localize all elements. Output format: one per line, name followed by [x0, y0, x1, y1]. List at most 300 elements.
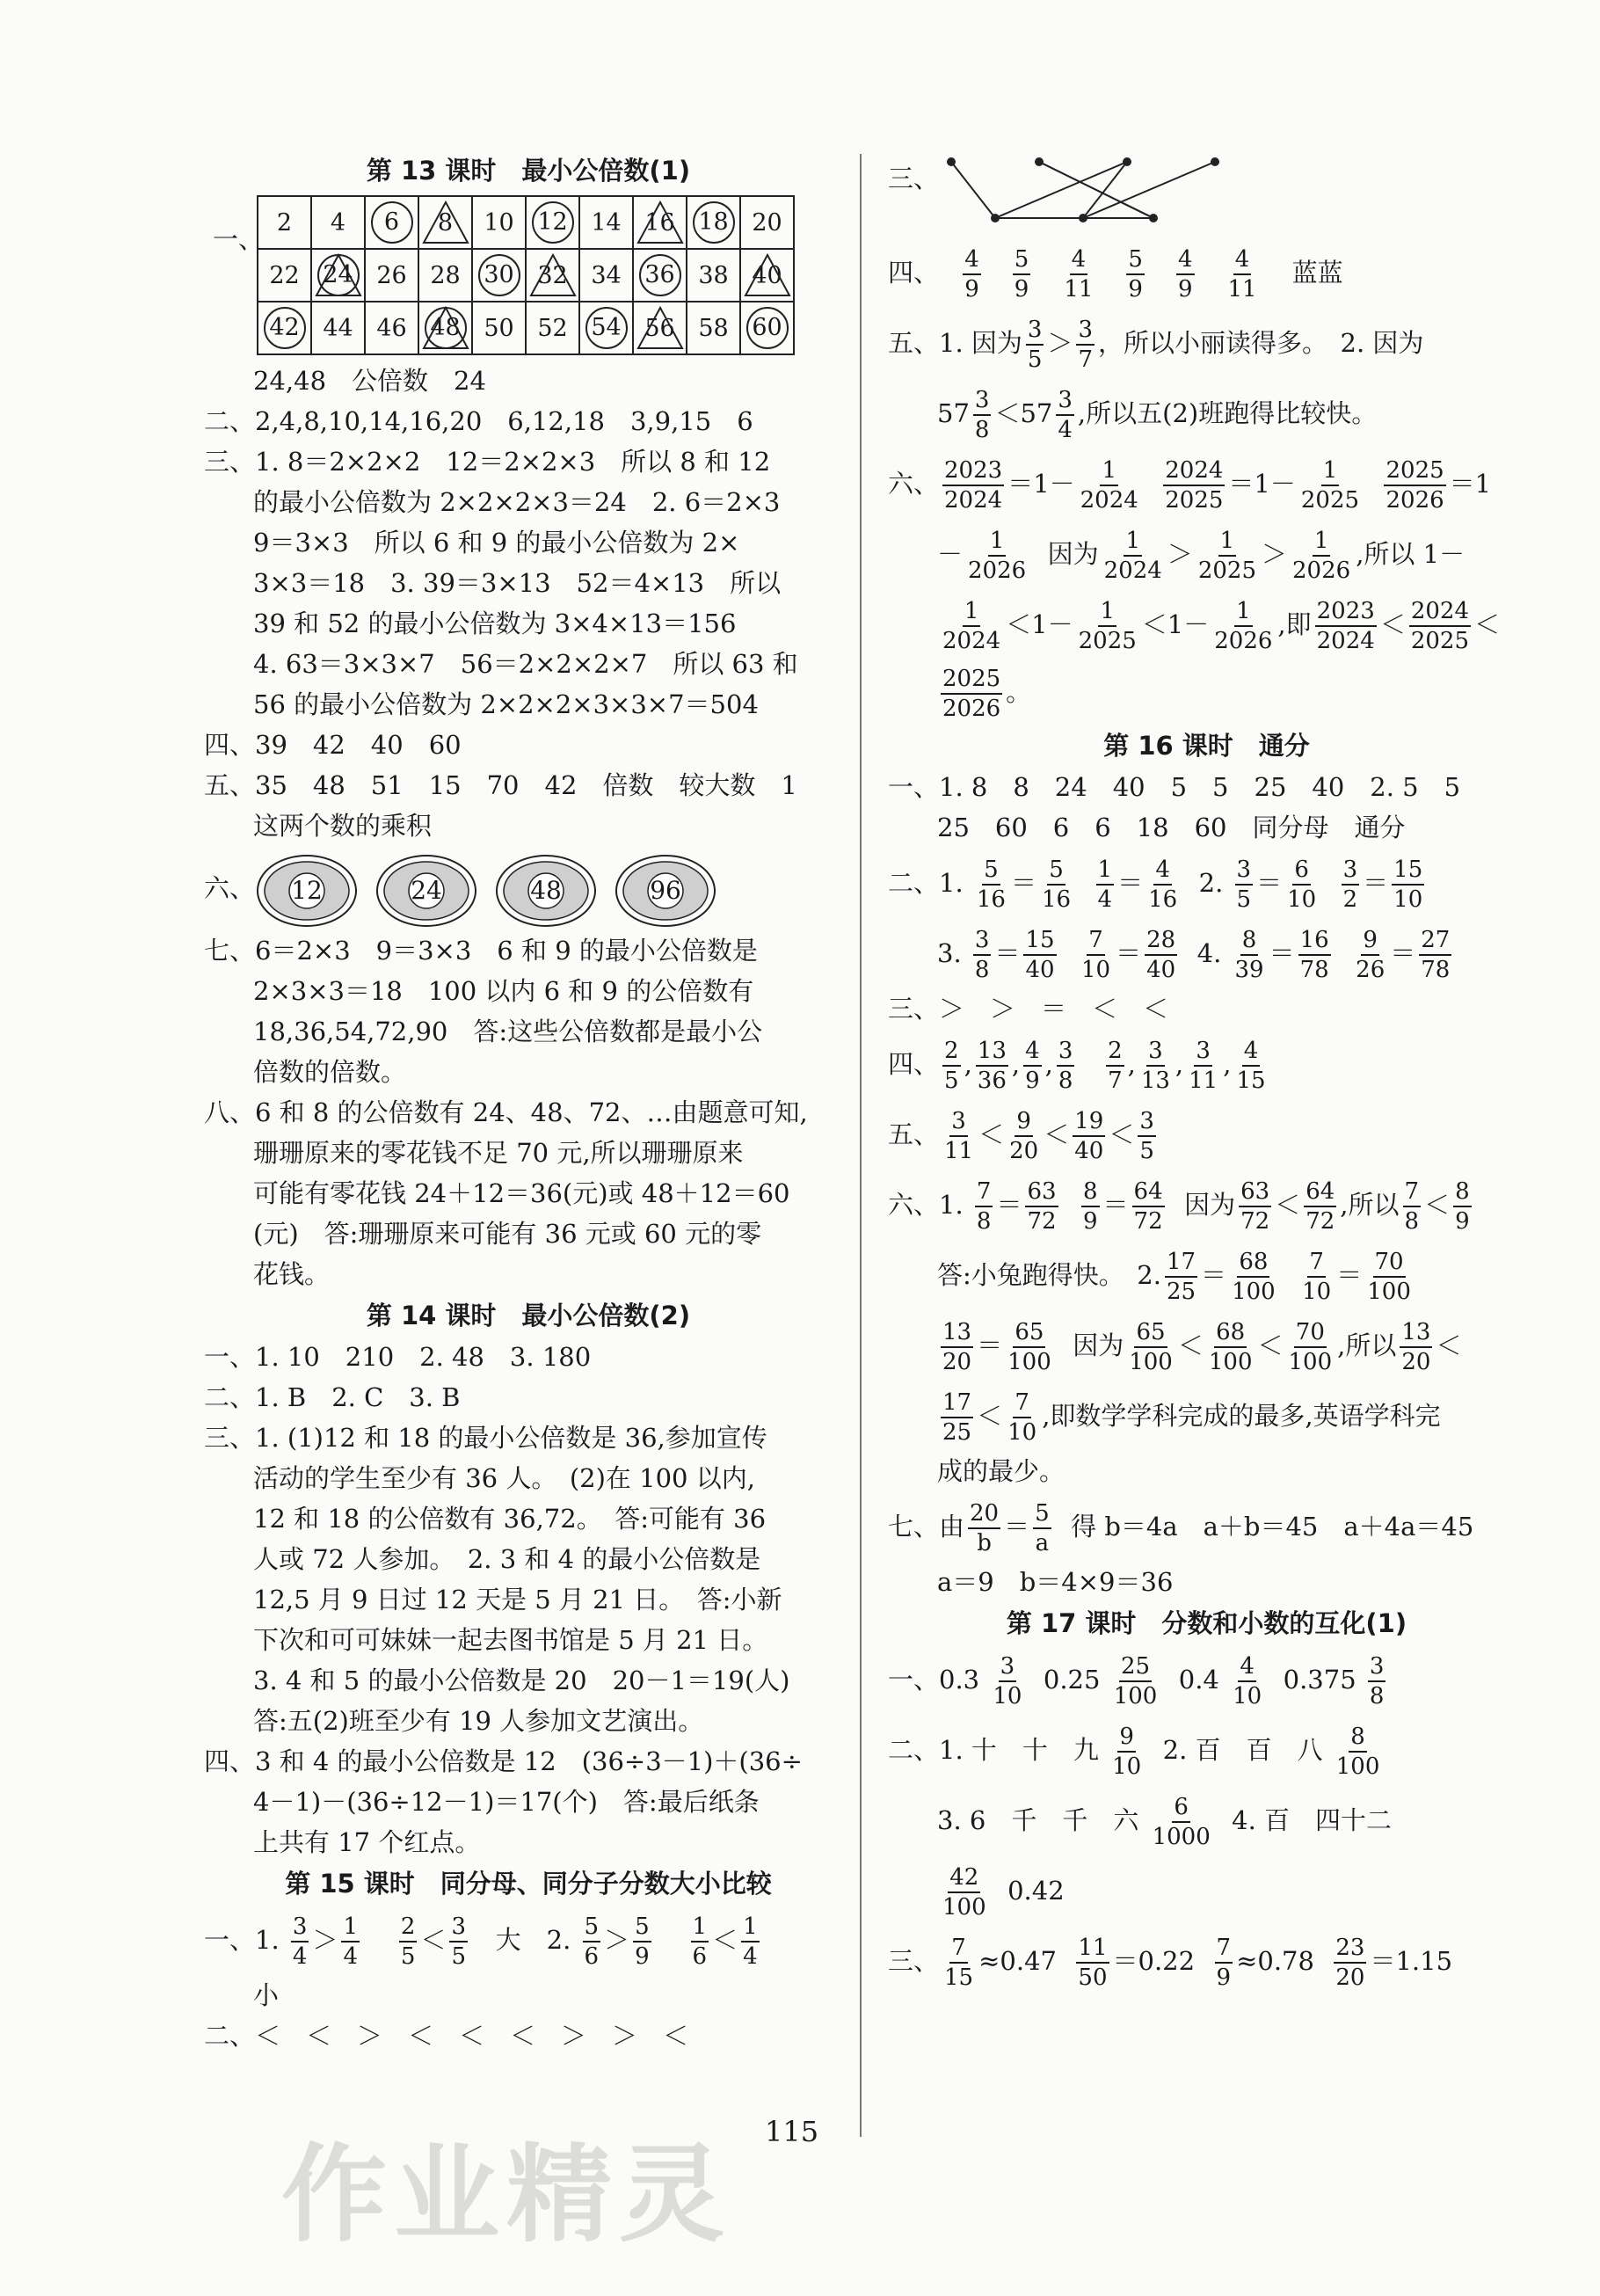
answer-word: 大 2.	[495, 1925, 571, 1955]
grid-cell	[526, 302, 579, 354]
grid-number: 42	[264, 307, 306, 349]
grid-row	[258, 196, 794, 249]
q1-label: 一、	[213, 224, 265, 254]
numerator: 3	[973, 926, 992, 956]
numerator: 5	[1033, 1499, 1051, 1529]
fraction	[691, 1913, 709, 1971]
denominator: 9	[1128, 276, 1143, 302]
numerator: 7	[1403, 1177, 1422, 1207]
grid-cell	[579, 302, 633, 354]
label: 四、	[888, 258, 940, 288]
numerator: 19	[1073, 1107, 1105, 1137]
denominator: 11	[1064, 276, 1094, 302]
denominator: 9	[635, 1943, 650, 1970]
denominator: 25	[1166, 1279, 1196, 1305]
grid-number: 28	[430, 261, 461, 289]
denominator: 5	[451, 1943, 466, 1970]
grid-cell	[472, 302, 526, 354]
text: ＝1.15	[1370, 1946, 1453, 1976]
fraction	[941, 665, 1002, 723]
q8-line: 花钱。	[253, 1259, 331, 1289]
grid-cell	[365, 249, 418, 302]
grid-number: 46	[376, 314, 407, 342]
numerator: 4	[1153, 856, 1172, 886]
answer-word: 蓝蓝	[1291, 258, 1343, 288]
numerator: 8	[1349, 1723, 1367, 1753]
flower-answer	[375, 853, 478, 929]
text: 。	[1006, 677, 1032, 707]
l16-q2-line2: 3. $\frac{3}{8}$ ＝ $\frac{15}{40}$ $\frac{7}{10}$ ＝ $\frac{28}{40}$ 4. $\frac{8}{39}$ ＝ $\frac{16}{78}$ $\frac{9}{26}$ ＝ $\frac{27}{78}$	[937, 927, 1451, 983]
fraction	[1287, 1318, 1335, 1376]
l15-q2: 二、＜ ＜ ＞ ＜ ＜ ＜ ＞ ＞ ＜	[204, 2021, 689, 2051]
triangle-mark	[636, 199, 685, 246]
denominator: 2026	[1214, 628, 1273, 654]
triangle-mark	[421, 199, 470, 246]
grid-number: 24	[317, 254, 360, 296]
q7-line: 倍数的倍数。	[253, 1057, 407, 1087]
fraction	[1079, 456, 1140, 514]
flower-value: 24	[411, 876, 442, 905]
grid-row	[258, 249, 794, 302]
l16-q5: 五、 $\frac{3}{11}$ ＜ $\frac{9}{20}$ ＜ $\frac{19}{40}$ ＜ $\frac{3}{5}$	[888, 1108, 1154, 1164]
fraction	[1073, 1107, 1105, 1165]
grid-cell	[365, 196, 418, 249]
page-number: 115	[765, 2115, 819, 2148]
numerator: 4	[1023, 1037, 1042, 1067]
numerator: 3	[1342, 856, 1360, 886]
q5-line: 五、35 48 51 15 70 42 倍数 较大数 1	[204, 770, 797, 800]
decimal: 0.375	[1283, 1665, 1356, 1695]
triangle-mark	[421, 304, 470, 352]
grid-number: 14	[591, 208, 622, 237]
fraction	[942, 1934, 975, 1992]
text: 得 b＝4a a＋b＝45 a＋4a＝45	[1071, 1512, 1474, 1542]
fraction	[1145, 926, 1177, 984]
numerator: 1	[741, 1913, 760, 1942]
denominator: 100	[1007, 1349, 1051, 1375]
fraction	[1081, 1177, 1100, 1235]
fraction	[1403, 1177, 1422, 1235]
flower-answer	[614, 853, 717, 929]
denominator: 7	[1078, 346, 1093, 373]
fraction	[1239, 1177, 1271, 1235]
fraction	[1212, 597, 1274, 655]
compare-sign: ＞	[312, 1925, 338, 1955]
numerator: 3	[999, 1652, 1017, 1682]
fraction	[1300, 1248, 1333, 1306]
grid-number: 6	[371, 201, 413, 244]
text: 答:小兔跑得快。 2.	[937, 1260, 1161, 1290]
matching-lines	[941, 155, 1222, 234]
fraction	[1334, 1934, 1366, 1992]
fraction	[1062, 245, 1095, 303]
column-divider	[860, 154, 862, 2137]
lesson-14-title: 第 14 课时 最小公倍数(2)	[366, 1301, 691, 1330]
grid-cell	[418, 196, 472, 249]
numerator: 5	[1013, 245, 1031, 275]
denominator: 8	[976, 1208, 992, 1235]
text: ＝0.22	[1112, 1946, 1196, 1976]
grid-number: 12	[532, 201, 574, 244]
numerator: 4	[1233, 245, 1252, 275]
right-q5-line1: 五、1. 因为 $\frac{3}{5}$ ＞ $\frac{3}{7}$ ，所以小丽读得多。 2. 因为	[888, 317, 1424, 373]
numerator: 8	[1453, 1177, 1472, 1207]
grid-number: 58	[698, 314, 729, 342]
l14-q3-line: 3. 4 和 5 的最小公倍数是 20 20－1＝19(人)	[253, 1666, 790, 1695]
fraction	[1023, 926, 1056, 984]
grid-number: 30	[478, 254, 520, 296]
grid-cell	[740, 249, 794, 302]
denominator: 16	[976, 886, 1006, 913]
q3-line: 39 和 52 的最小公倍数为 3×4×13＝156	[253, 609, 737, 638]
numerator: 20	[968, 1499, 1000, 1529]
denominator: 40	[1074, 1138, 1104, 1164]
grid-cell	[258, 196, 311, 249]
grid-cell	[633, 249, 687, 302]
fraction	[1040, 856, 1073, 914]
numerator: 2	[942, 1037, 961, 1067]
fraction	[1235, 856, 1254, 914]
grid-cell	[687, 302, 740, 354]
flower-row	[255, 853, 717, 929]
q5-line: 这两个数的乘积	[253, 811, 433, 841]
l14-q3-line: 12,5 月 9 日过 12 天是 5 月 21 日。 答:小新	[253, 1585, 782, 1614]
denominator: 20	[942, 1349, 972, 1375]
numerator: 9	[1015, 1107, 1033, 1137]
denominator: 10	[1007, 1419, 1037, 1446]
numerator: 68	[1237, 1248, 1269, 1278]
l16-q6-line3: $\frac{13}{20}$ ＝ $\frac{65}{100}$ 因为 $\frac{65}{100}$ ＜ $\frac{68}{100}$ ＜ $\frac{70}{100}$ ,所以 $\frac{13}{20}$ ＜	[942, 1319, 1462, 1375]
l14-q4-line: 四、3 和 4 的最小公倍数是 12 (36÷3－1)＋(36÷	[204, 1746, 803, 1776]
grid-cell	[472, 196, 526, 249]
denominator: 10	[1302, 1279, 1332, 1305]
denominator: 9	[1014, 276, 1029, 302]
fraction	[1013, 245, 1031, 303]
q3-line: 的最小公倍数为 2×2×2×3＝24 2. 6＝2×3	[253, 487, 781, 517]
denominator: 2024	[1080, 487, 1138, 514]
triangle-mark	[528, 251, 578, 299]
fraction	[1187, 1037, 1219, 1095]
numerator: 3	[291, 1913, 309, 1942]
right-q6-line1: 六、 $\frac{2023}{2024}$ ＝1－ $\frac{1}{2024}$ $\frac{2024}{2025}$ ＝1－ $\frac{1}{2025}$ $\frac{2025}{2026}$ ＝1	[888, 457, 1492, 514]
flower-value: 96	[650, 876, 681, 905]
numerator: 2	[1106, 1037, 1124, 1067]
numerator: 16	[1298, 926, 1331, 956]
denominator: 11	[944, 1138, 974, 1164]
text: ，所以小丽读得多。 2. 因为	[1098, 328, 1424, 358]
numerator: 2023	[942, 456, 1004, 486]
numerator: 5	[633, 1913, 651, 1942]
l16-q1: 一、1. 8 8 24 40 5 5 25 40 2. 5 5	[888, 772, 1461, 802]
grid-number: 56	[644, 314, 675, 342]
numerator: 68	[1214, 1318, 1247, 1348]
fraction	[1368, 1652, 1386, 1710]
denominator: 9	[964, 276, 979, 302]
denominator: 13	[1140, 1068, 1170, 1094]
grid-cell	[311, 249, 365, 302]
text: 3. 6 千 千 六	[937, 1805, 1139, 1835]
grid-cell	[418, 249, 472, 302]
numerator: 64	[1132, 1177, 1165, 1207]
compare-sign: ＞	[604, 1925, 630, 1955]
text: ,即	[1277, 609, 1312, 639]
l17-q1: 一、0.3 $\frac{3}{10}$ 0.25 $\frac{25}{100}$ 0.4 $\frac{4}{10}$ 0.375 $\frac{3}{8}$	[888, 1653, 1385, 1709]
grid-number: 20	[752, 208, 782, 237]
grid-cell	[311, 302, 365, 354]
denominator: 8	[1404, 1208, 1420, 1235]
q8-line: 八、6 和 8 的公倍数有 24、48、72、…由题意可知,	[204, 1097, 808, 1127]
q3-line: 三、1. 8＝2×2×2 12＝2×2×3 所以 8 和 12	[204, 447, 771, 477]
l14-q3-line: 三、1. (1)12 和 18 的最小公倍数是 36,参加宣传	[204, 1423, 767, 1453]
numerator: 5	[1047, 856, 1065, 886]
q3-line: 9＝3×3 所以 6 和 9 的最小公倍数为 2×	[253, 528, 740, 558]
denominator: 2026	[968, 558, 1027, 584]
numerator: 65	[1013, 1318, 1045, 1348]
fraction	[941, 1389, 973, 1447]
denominator: 9	[1216, 1964, 1232, 1991]
fraction	[941, 1318, 973, 1376]
denominator: 78	[1421, 957, 1451, 983]
denominator: 5	[944, 1068, 959, 1094]
fraction	[633, 1913, 651, 1971]
numerator: 64	[1304, 1177, 1336, 1207]
text: 二、1. 十 十 九	[888, 1735, 1099, 1765]
numerator: 25	[1119, 1652, 1152, 1682]
denominator: 15	[1236, 1068, 1266, 1094]
denominator: 10	[1393, 886, 1423, 913]
fraction	[1354, 926, 1386, 984]
grid-cell	[579, 249, 633, 302]
q8-line: 珊珊原来的零花钱不足 70 元,所以珊珊原来	[253, 1138, 744, 1168]
denominator: 10	[993, 1683, 1022, 1709]
numerator: 5	[1126, 245, 1145, 275]
numerator: 1	[341, 1913, 360, 1942]
fraction	[1151, 1793, 1212, 1851]
numerator: 13	[1400, 1318, 1432, 1348]
denominator: 100	[1335, 1753, 1380, 1780]
fraction	[1392, 856, 1424, 914]
denominator: 2026	[942, 696, 1001, 722]
fraction	[1023, 1037, 1042, 1095]
flower-value: 12	[291, 876, 323, 905]
numerator: 2025	[941, 665, 1002, 695]
grid-number: 34	[591, 261, 622, 289]
fraction	[1315, 597, 1377, 655]
denominator: 7	[1108, 1068, 1123, 1094]
q3-line: 3×3＝18 3. 39＝3×13 52＝4×13 所以	[253, 568, 782, 598]
fraction	[341, 1913, 360, 1971]
numerator: 3	[973, 386, 992, 416]
denominator: 100	[1288, 1349, 1333, 1375]
numerator: 1	[988, 527, 1007, 557]
l16-q1: 25 60 6 6 18 60 同分母 通分	[937, 813, 1406, 842]
denominator: 72	[1133, 1208, 1163, 1235]
text: ≈0.78	[1236, 1946, 1314, 1976]
numerator: 17	[941, 1389, 973, 1418]
grid-number: 50	[484, 314, 514, 342]
denominator: 10	[1080, 957, 1111, 983]
numerator: 7	[949, 1934, 968, 1964]
l16-q6-line5: 成的最少。	[937, 1456, 1065, 1486]
right-q5-line2	[888, 378, 1525, 448]
grid-cell	[365, 302, 418, 354]
denominator: 8	[974, 417, 990, 443]
numerator: 1	[691, 1913, 709, 1942]
denominator: 10	[1233, 1683, 1262, 1709]
denominator: 25	[942, 1419, 972, 1446]
l16-q3: 三、＞ ＞ ＝ ＜ ＜	[888, 994, 1169, 1024]
denominator: 10	[1287, 886, 1317, 913]
numerator: 2024	[1163, 456, 1225, 486]
l16-q6-line1: 六、1. $\frac{7}{8}$ ＝ $\frac{63}{72}$ $\frac{8}{9}$ ＝ $\frac{64}{72}$ 因为 $\frac{63}{72}$ ＜ $\frac{64}{72}$ ,所以 $\frac{7}{8}$ ＜ $\frac{8}{9}$	[888, 1178, 1470, 1235]
numerator: 3	[1146, 1037, 1165, 1067]
numerator: 4	[1238, 1652, 1256, 1682]
denominator: 100	[1232, 1279, 1276, 1305]
fraction	[1163, 456, 1225, 514]
fraction	[942, 1037, 961, 1095]
l14-q3-line: 12 和 18 的公倍数有 36,72。 答:可能有 36	[253, 1504, 767, 1534]
denominator: 20	[1335, 1964, 1365, 1991]
denominator: 2024	[942, 628, 1001, 654]
denominator: 4	[743, 1943, 758, 1970]
grid-cell	[687, 249, 740, 302]
numerator: 3	[1235, 856, 1254, 886]
fraction	[291, 1913, 309, 1971]
grid-cell	[258, 302, 311, 354]
denominator: 39	[1234, 957, 1264, 983]
q6-label: 六、	[204, 873, 256, 903]
fraction	[966, 527, 1028, 585]
grid-number: 36	[639, 254, 681, 296]
grid-number: 10	[484, 208, 514, 237]
numerator: 3	[1368, 1652, 1386, 1682]
text: 4. 百 四十二	[1232, 1805, 1393, 1835]
grid-number: 40	[752, 261, 782, 289]
l16-q2-line1: 二、1. $\frac{5}{16}$ ＝ $\frac{5}{16}$ $\frac{1}{4}$ ＝ $\frac{4}{16}$ 2. $\frac{3}{5}$ ＝ $\frac{6}{10}$ $\frac{3}{2}$ ＝ $\frac{15}{10}$	[888, 856, 1423, 913]
fraction	[941, 597, 1002, 655]
grid-cell	[311, 196, 365, 249]
denominator: 40	[1146, 957, 1176, 983]
label: 六、	[888, 469, 940, 499]
numerator: 15	[1392, 856, 1424, 886]
l17-q2-line3	[888, 1855, 1525, 1926]
fraction	[1139, 1037, 1172, 1095]
l14-q1: 一、1. 10 210 2. 48 3. 180	[204, 1342, 592, 1372]
denominator: 15	[944, 1964, 974, 1991]
fraction	[1006, 1318, 1053, 1376]
denominator: 100	[1113, 1683, 1158, 1709]
l16-q4: 四、 $\frac{2}{5}$ , $\frac{13}{36}$ , $\frac{4}{9}$ , $\frac{3}{8}$ $\frac{2}{7}$ , $\frac{3}{13}$ , $\frac{3}{11}$ , $\frac{4}{15}$	[888, 1038, 1266, 1094]
fraction	[1106, 1037, 1124, 1095]
grid-cell	[526, 249, 579, 302]
lesson-15-title: 第 15 课时 同分母、同分子分数大小比较	[285, 1869, 772, 1899]
l14-q3-line: 人或 72 人参加。 2. 3 和 4 的最小公倍数是	[253, 1544, 761, 1574]
fraction	[1007, 1107, 1040, 1165]
triangle-mark	[314, 251, 363, 299]
numerator: 1	[1096, 856, 1115, 886]
numerator: 7	[975, 1177, 993, 1207]
fraction	[968, 1499, 1000, 1557]
right-q4	[888, 237, 1525, 308]
numerator: 6	[1172, 1793, 1190, 1823]
text: ,即数学学科完成的最多,英语学科完	[1042, 1401, 1441, 1431]
text: ,所以 1－	[1356, 539, 1465, 569]
l14-q4-line: 上共有 17 个红点。	[253, 1827, 481, 1857]
q1-after: 24,48 公倍数 24	[253, 366, 486, 396]
numerator: 9	[1117, 1723, 1136, 1753]
numerator: 1	[1321, 456, 1340, 486]
denominator: 4	[343, 1943, 358, 1970]
fraction	[1234, 1037, 1267, 1095]
grid-number: 52	[537, 314, 568, 342]
grid-cell	[526, 196, 579, 249]
q7-line: 七、6＝2×3 9＝3×3 6 和 9 的最小公倍数是	[204, 936, 758, 966]
denominator: a	[1035, 1530, 1050, 1556]
text: 57	[937, 398, 970, 428]
fraction	[942, 456, 1004, 514]
fraction	[973, 386, 992, 444]
l15-q1-word: 小	[253, 1980, 280, 2010]
numerator: 13	[941, 1318, 973, 1348]
right-q6-line4	[888, 660, 1525, 725]
denominator: 72	[1240, 1208, 1270, 1235]
fraction	[991, 1652, 1023, 1710]
denominator: 4	[292, 1943, 308, 1970]
l16-q7-line2: a＝9 b＝4×9＝36	[937, 1567, 1174, 1597]
grid-cell	[687, 196, 740, 249]
numerator: 7	[1087, 926, 1105, 956]
grid-cell	[258, 249, 311, 302]
number-grid	[257, 195, 795, 355]
q8-line: (元) 答:珊珊原来可能有 36 元或 60 元的零	[253, 1219, 762, 1249]
fraction	[1196, 527, 1258, 585]
denominator: 72	[1305, 1208, 1335, 1235]
numerator: 6	[1292, 856, 1311, 886]
compare-sign: ＜	[420, 1925, 447, 1955]
fraction	[963, 245, 981, 303]
denominator: 11	[1227, 276, 1257, 302]
numerator: 3	[1138, 1107, 1156, 1137]
fraction	[1026, 316, 1044, 374]
numerator: 3	[1026, 316, 1044, 346]
fraction	[1033, 1499, 1051, 1557]
numerator: 17	[1165, 1248, 1197, 1278]
fraction	[1231, 1652, 1263, 1710]
lesson-17-title: 第 17 课时 分数和小数的互化(1)	[1006, 1608, 1407, 1638]
denominator: 50	[1078, 1964, 1108, 1991]
q3-line: 56 的最小公倍数为 2×2×2×3×3×7＝504	[253, 689, 759, 719]
fraction	[1025, 1177, 1058, 1235]
denominator: 8	[1369, 1683, 1385, 1709]
fraction	[1215, 1934, 1233, 1992]
denominator: 10	[1112, 1753, 1142, 1780]
denominator: 5	[400, 1943, 416, 1970]
fraction	[1207, 1318, 1255, 1376]
denominator: 40	[1025, 957, 1055, 983]
denominator: 36	[977, 1068, 1007, 1094]
denominator: 20	[1401, 1349, 1431, 1375]
fraction	[1298, 926, 1331, 984]
denominator: 2024	[1316, 628, 1375, 654]
numerator: 1	[1098, 597, 1116, 627]
denominator: 2025	[1165, 487, 1224, 514]
denominator: 2024	[944, 487, 1003, 514]
fraction	[1165, 1248, 1197, 1306]
fraction	[942, 1107, 975, 1165]
denominator: 100	[1208, 1349, 1253, 1375]
fraction	[1102, 527, 1164, 585]
q2: 二、2,4,8,10,14,16,20 6,12,18 3,9,15 6	[204, 406, 753, 436]
